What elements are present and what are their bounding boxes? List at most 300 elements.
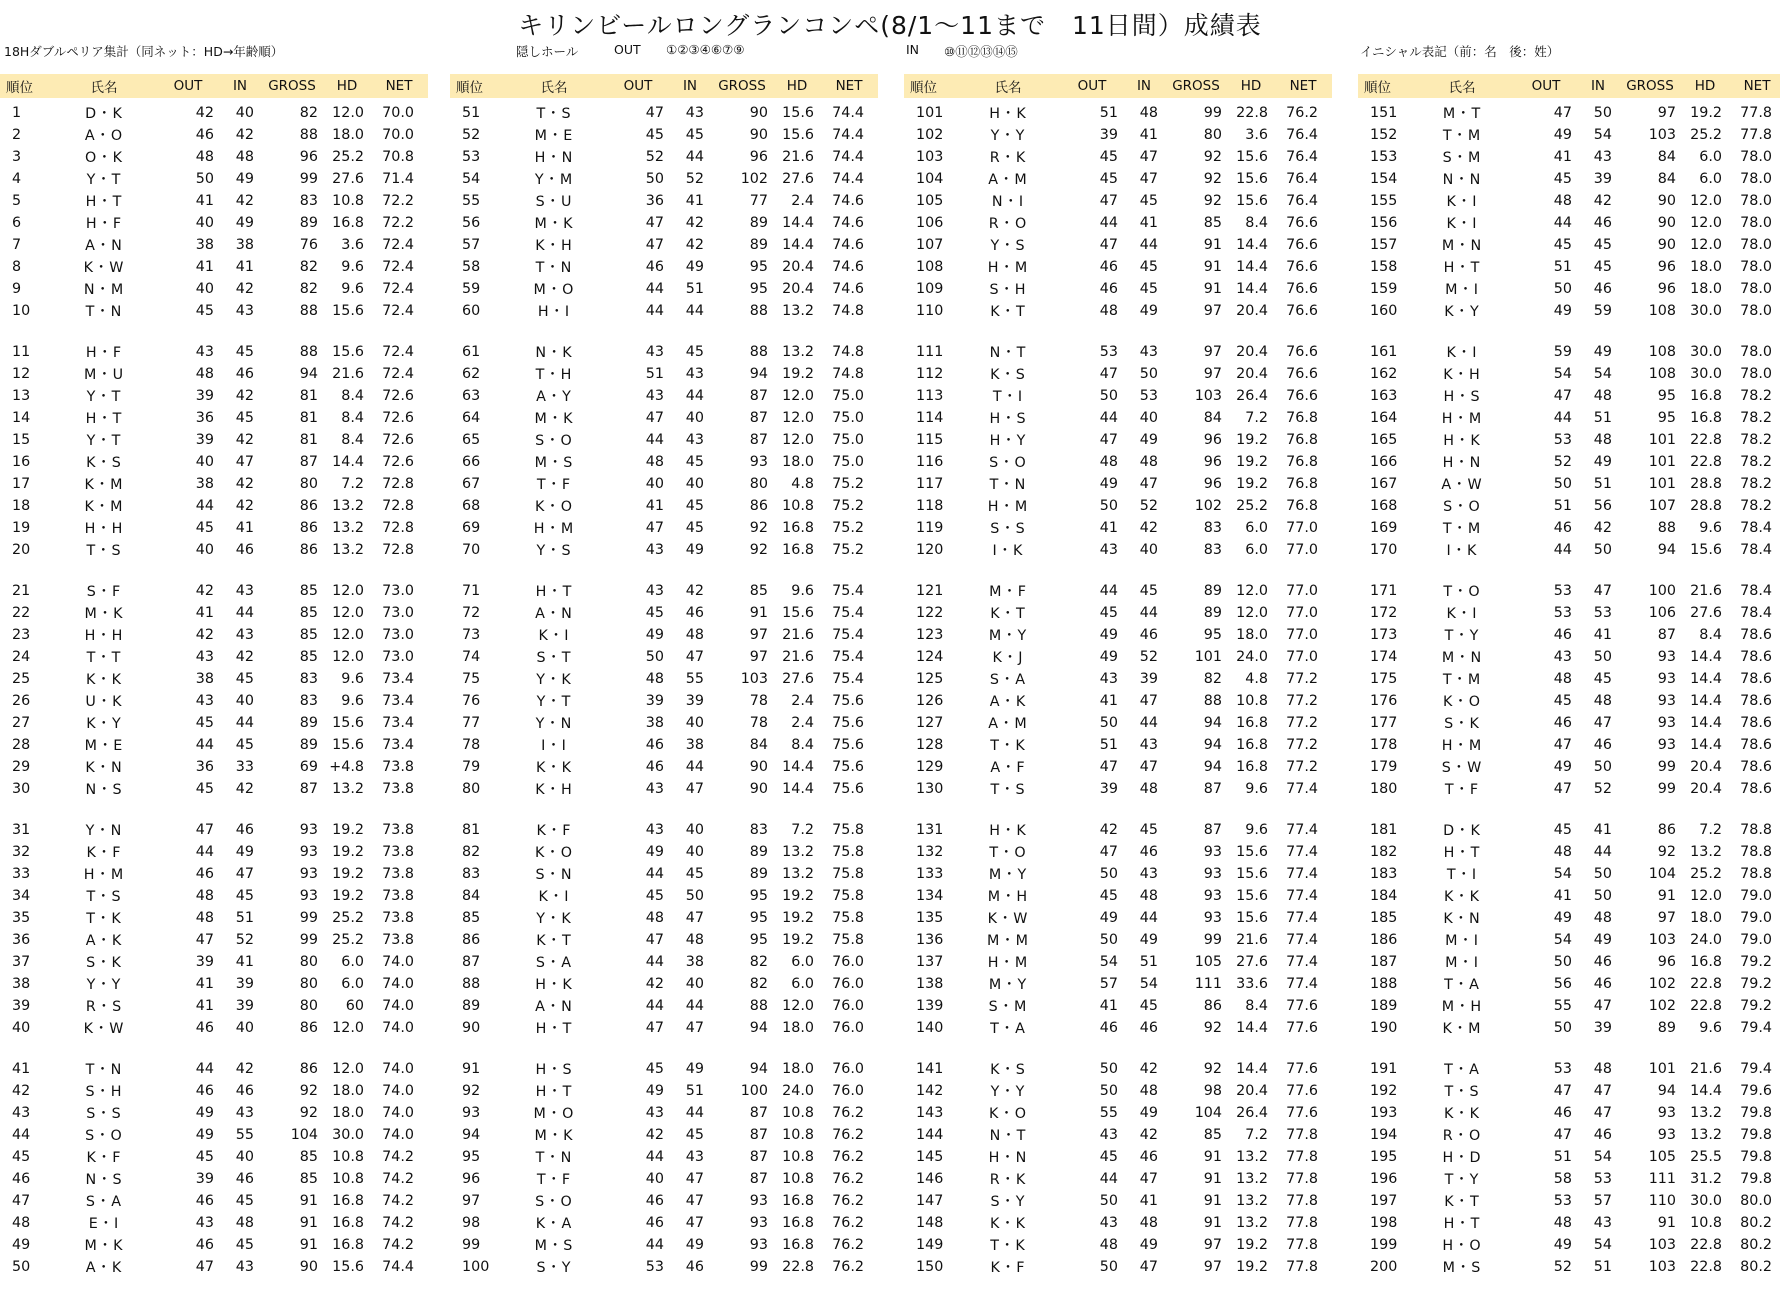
- gross-cell: 90: [749, 127, 768, 143]
- rank-cell: 148: [916, 1215, 944, 1231]
- name-cell: A・W: [1441, 477, 1483, 493]
- gross-cell: 84: [1657, 171, 1676, 187]
- out-cell: 42: [195, 627, 214, 643]
- name-cell: K・W: [83, 260, 125, 276]
- rank-cell: 55: [462, 193, 481, 209]
- results-table: [450, 74, 878, 1278]
- in-cell: 52: [1593, 781, 1612, 797]
- net-cell: 72.8: [382, 498, 414, 514]
- net-cell: 75.8: [832, 910, 864, 926]
- in-cell: 47: [1139, 1259, 1158, 1275]
- gross-cell: 93: [749, 1193, 768, 1209]
- net-cell: 79.6: [1740, 1083, 1772, 1099]
- row-group-gap: [1358, 322, 1780, 341]
- hidden-in-holes: ⑩⑪⑫⑬⑭⑮: [944, 44, 1018, 59]
- name-cell: M・I: [1445, 282, 1479, 298]
- net-cell: 78.6: [1740, 627, 1772, 643]
- gross-cell: 93: [1657, 1127, 1676, 1143]
- hd-cell: 12.0: [332, 649, 364, 665]
- table-row: [904, 300, 1332, 322]
- in-cell: 51: [1139, 954, 1158, 970]
- rank-cell: 161: [1370, 344, 1398, 360]
- rank-cell: 17: [12, 476, 31, 492]
- gross-cell: 94: [1657, 542, 1676, 558]
- hd-cell: 21.6: [1236, 932, 1268, 948]
- gross-cell: 83: [299, 193, 318, 209]
- rank-cell: 169: [1370, 520, 1398, 536]
- out-cell: 43: [645, 542, 664, 558]
- in-cell: 47: [1139, 171, 1158, 187]
- hd-cell: 12.0: [1690, 888, 1722, 904]
- in-cell: 42: [235, 388, 254, 404]
- name-cell: T・M: [1442, 672, 1482, 688]
- gross-cell: 101: [1194, 649, 1222, 665]
- hd-cell: 12.0: [782, 388, 814, 404]
- in-cell: 54: [1593, 366, 1612, 382]
- net-cell: 76.2: [832, 1149, 864, 1165]
- out-cell: 47: [1553, 1083, 1572, 1099]
- hd-cell: 2.4: [791, 715, 814, 731]
- rank-cell: 19: [12, 520, 31, 536]
- in-cell: 53: [1593, 605, 1612, 621]
- out-cell: 42: [195, 583, 214, 599]
- hd-cell: 16.8: [332, 1215, 364, 1231]
- in-cell: 40: [235, 1149, 254, 1165]
- net-cell: 80.2: [1740, 1215, 1772, 1231]
- table-row: [1358, 1168, 1780, 1190]
- out-cell: 49: [1553, 1237, 1572, 1253]
- net-cell: 74.2: [382, 1237, 414, 1253]
- rank-cell: 112: [916, 366, 944, 382]
- name-cell: K・S: [86, 455, 122, 471]
- hd-cell: 20.4: [1236, 366, 1268, 382]
- rank-cell: 142: [916, 1083, 944, 1099]
- name-cell: S・U: [535, 194, 573, 210]
- name-cell: T・A: [1444, 977, 1480, 993]
- table-row: [1358, 819, 1780, 841]
- name-cell: M・K: [534, 1128, 574, 1144]
- name-cell: T・I: [992, 389, 1024, 405]
- net-cell: 77.8: [1286, 1149, 1318, 1165]
- gross-cell: 90: [299, 1259, 318, 1275]
- rank-cell: 14: [12, 410, 31, 426]
- table-row: [1358, 539, 1780, 561]
- name-cell: H・Y: [989, 433, 1027, 449]
- hd-cell: 7.2: [1245, 1127, 1268, 1143]
- table-row: [0, 124, 428, 146]
- name-cell: R・O: [988, 216, 1028, 232]
- gross-cell: 89: [749, 215, 768, 231]
- net-cell: 77.4: [1286, 844, 1318, 860]
- rank-cell: 9: [12, 281, 22, 297]
- gross-cell: 97: [1657, 105, 1676, 121]
- in-cell: 45: [235, 671, 254, 687]
- column-header-hd: HD: [774, 74, 820, 98]
- hidden-out-label: OUT: [614, 42, 641, 57]
- rank-cell: 177: [1370, 715, 1398, 731]
- gross-cell: 93: [749, 1215, 768, 1231]
- hd-cell: 16.8: [782, 1193, 814, 1209]
- row-group-gap: [1358, 1039, 1780, 1058]
- net-cell: 78.2: [1740, 498, 1772, 514]
- hd-cell: 15.6: [1236, 171, 1268, 187]
- name-cell: S・O: [85, 1128, 123, 1144]
- net-cell: 77.2: [1286, 737, 1318, 753]
- out-cell: 47: [195, 1259, 214, 1275]
- hd-cell: 8.4: [1245, 215, 1268, 231]
- gross-cell: 93: [1203, 910, 1222, 926]
- gross-cell: 78: [749, 715, 768, 731]
- gross-cell: 69: [299, 759, 318, 775]
- table-row: [0, 907, 428, 929]
- table-row: [904, 819, 1332, 841]
- name-cell: T・K: [990, 1238, 1026, 1254]
- table-row: [1358, 1256, 1780, 1278]
- out-cell: 44: [645, 954, 664, 970]
- hd-cell: 14.4: [782, 215, 814, 231]
- name-cell: M・K: [84, 606, 124, 622]
- name-cell: S・Y: [536, 1260, 572, 1276]
- net-cell: 78.8: [1740, 844, 1772, 860]
- out-cell: 47: [1553, 737, 1572, 753]
- in-cell: 46: [1593, 281, 1612, 297]
- name-cell: H・S: [1443, 389, 1481, 405]
- gross-cell: 103: [1648, 1259, 1676, 1275]
- rank-cell: 23: [12, 627, 31, 643]
- name-cell: A・K: [85, 1260, 123, 1276]
- rank-cell: 127: [916, 715, 944, 731]
- name-cell: H・M: [987, 499, 1029, 515]
- row-group-gap: [1358, 800, 1780, 819]
- out-cell: 51: [645, 366, 664, 382]
- hd-cell: 7.2: [1699, 822, 1722, 838]
- hd-cell: 19.2: [782, 366, 814, 382]
- name-cell: M・H: [1441, 999, 1483, 1015]
- table-row: [450, 234, 878, 256]
- out-cell: 44: [195, 737, 214, 753]
- rank-cell: 152: [1370, 127, 1398, 143]
- in-cell: 40: [1139, 410, 1158, 426]
- rank-cell: 78: [462, 737, 481, 753]
- gross-cell: 85: [299, 1171, 318, 1187]
- hd-cell: 16.8: [1236, 759, 1268, 775]
- table-row: [0, 734, 428, 756]
- name-cell: M・N: [1441, 650, 1483, 666]
- name-cell: Y・Y: [86, 977, 122, 993]
- rank-cell: 126: [916, 693, 944, 709]
- in-cell: 43: [685, 1149, 704, 1165]
- in-cell: 49: [685, 259, 704, 275]
- hd-cell: 2.4: [791, 193, 814, 209]
- rank-cell: 107: [916, 237, 944, 253]
- results-table: [904, 74, 1332, 1278]
- rank-cell: 36: [12, 932, 31, 948]
- net-cell: 75.8: [832, 932, 864, 948]
- table-row: [0, 580, 428, 602]
- out-cell: 41: [1099, 998, 1118, 1014]
- out-cell: 50: [1099, 715, 1118, 731]
- rank-cell: 155: [1370, 193, 1398, 209]
- net-cell: 76.2: [832, 1215, 864, 1231]
- name-cell: H・S: [535, 1062, 573, 1078]
- gross-cell: 96: [1203, 476, 1222, 492]
- out-cell: 43: [1099, 542, 1118, 558]
- rank-cell: 85: [462, 910, 481, 926]
- rank-cell: 34: [12, 888, 31, 904]
- hd-cell: 14.4: [1236, 237, 1268, 253]
- table-row: [450, 863, 878, 885]
- net-cell: 74.2: [382, 1149, 414, 1165]
- net-cell: 75.6: [832, 715, 864, 731]
- name-cell: U・K: [85, 694, 123, 710]
- table-row: [904, 495, 1332, 517]
- name-cell: H・H: [84, 521, 124, 537]
- name-cell: A・N: [85, 238, 123, 254]
- name-cell: Y・M: [534, 172, 574, 188]
- gross-cell: 93: [299, 844, 318, 860]
- in-cell: 48: [1139, 454, 1158, 470]
- rank-cell: 70: [462, 542, 481, 558]
- net-cell: 76.6: [1286, 366, 1318, 382]
- name-cell: S・A: [535, 955, 573, 971]
- in-cell: 57: [1593, 1193, 1612, 1209]
- out-cell: 46: [1099, 281, 1118, 297]
- out-cell: 48: [1099, 303, 1118, 319]
- in-cell: 45: [685, 520, 704, 536]
- name-cell: S・O: [1443, 499, 1481, 515]
- in-cell: 49: [1593, 454, 1612, 470]
- out-cell: 53: [1553, 432, 1572, 448]
- in-cell: 41: [685, 193, 704, 209]
- in-cell: 48: [1593, 432, 1612, 448]
- results-table-block-1: [0, 74, 428, 1278]
- net-cell: 77.8: [1286, 1215, 1318, 1231]
- name-cell: D・K: [1443, 823, 1481, 839]
- rank-cell: 35: [12, 910, 31, 926]
- rank-cell: 92: [462, 1083, 481, 1099]
- in-cell: 44: [685, 303, 704, 319]
- in-cell: 45: [235, 1237, 254, 1253]
- out-cell: 45: [1099, 171, 1118, 187]
- out-cell: 45: [645, 127, 664, 143]
- table-row: [1358, 580, 1780, 602]
- hd-cell: 25.2: [1690, 127, 1722, 143]
- rank-cell: 81: [462, 822, 481, 838]
- net-cell: 77.6: [1286, 1105, 1318, 1121]
- gross-cell: 88: [749, 303, 768, 319]
- table-row: [0, 407, 428, 429]
- hd-cell: 16.8: [332, 1237, 364, 1253]
- rank-cell: 170: [1370, 542, 1398, 558]
- in-cell: 44: [685, 149, 704, 165]
- rank-cell: 197: [1370, 1193, 1398, 1209]
- out-cell: 53: [1553, 1061, 1572, 1077]
- net-cell: 78.8: [1740, 822, 1772, 838]
- in-cell: 41: [235, 259, 254, 275]
- table-header-row: [0, 74, 428, 98]
- out-cell: 50: [1099, 498, 1118, 514]
- name-cell: M・I: [1445, 955, 1479, 971]
- rank-cell: 182: [1370, 844, 1398, 860]
- out-cell: 48: [195, 888, 214, 904]
- out-cell: 46: [645, 1215, 664, 1231]
- name-cell: M・T: [1442, 106, 1482, 122]
- gross-cell: 93: [1657, 671, 1676, 687]
- in-cell: 44: [685, 759, 704, 775]
- out-cell: 53: [1099, 344, 1118, 360]
- gross-cell: 104: [1648, 866, 1676, 882]
- table-row: [0, 624, 428, 646]
- out-cell: 38: [645, 715, 664, 731]
- out-cell: 50: [195, 171, 214, 187]
- name-cell: A・Y: [536, 389, 572, 405]
- out-cell: 39: [195, 1171, 214, 1187]
- in-cell: 54: [1139, 976, 1158, 992]
- out-cell: 41: [1099, 520, 1118, 536]
- table-row: [0, 212, 428, 234]
- gross-cell: 90: [1657, 193, 1676, 209]
- out-cell: 52: [645, 149, 664, 165]
- name-cell: S・S: [990, 521, 1026, 537]
- in-cell: 45: [1139, 259, 1158, 275]
- row-group-gap: [450, 1039, 878, 1058]
- rank-cell: 94: [462, 1127, 481, 1143]
- gross-cell: 100: [740, 1083, 768, 1099]
- in-cell: 52: [1139, 498, 1158, 514]
- hd-cell: 9.6: [791, 583, 814, 599]
- name-cell: K・F: [990, 1260, 1026, 1276]
- net-cell: 79.0: [1740, 888, 1772, 904]
- net-cell: 77.4: [1286, 954, 1318, 970]
- table-row: [1358, 1146, 1780, 1168]
- table-row: [450, 778, 878, 800]
- out-cell: 42: [645, 1127, 664, 1143]
- rank-cell: 136: [916, 932, 944, 948]
- in-cell: 47: [235, 866, 254, 882]
- in-cell: 46: [235, 542, 254, 558]
- rank-cell: 48: [12, 1215, 31, 1231]
- name-cell: S・O: [535, 1194, 573, 1210]
- net-cell: 70.0: [382, 105, 414, 121]
- in-cell: 45: [1139, 998, 1158, 1014]
- out-cell: 54: [1099, 954, 1118, 970]
- in-cell: 41: [1593, 627, 1612, 643]
- net-cell: 77.8: [1740, 105, 1772, 121]
- table-row: [450, 819, 878, 841]
- gross-cell: 81: [299, 410, 318, 426]
- table-row: [450, 495, 878, 517]
- net-cell: 78.0: [1740, 149, 1772, 165]
- hd-cell: 27.6: [782, 171, 814, 187]
- net-cell: 76.0: [832, 998, 864, 1014]
- hd-cell: 6.0: [1699, 171, 1722, 187]
- hd-cell: +4.8: [329, 759, 364, 775]
- out-cell: 46: [645, 737, 664, 753]
- out-cell: 48: [195, 366, 214, 382]
- hd-cell: 25.2: [332, 932, 364, 948]
- in-cell: 49: [235, 844, 254, 860]
- gross-cell: 94: [1657, 1083, 1676, 1099]
- out-cell: 40: [195, 281, 214, 297]
- in-cell: 43: [235, 303, 254, 319]
- rank-cell: 61: [462, 344, 481, 360]
- table-header-row: [450, 74, 878, 98]
- hd-cell: 10.8: [782, 498, 814, 514]
- hd-cell: 10.8: [782, 1149, 814, 1165]
- gross-cell: 97: [749, 649, 768, 665]
- out-cell: 42: [645, 976, 664, 992]
- out-cell: 49: [1553, 127, 1572, 143]
- table-row: [450, 951, 878, 973]
- name-cell: M・S: [534, 1238, 574, 1254]
- out-cell: 44: [1099, 410, 1118, 426]
- hd-cell: 13.2: [332, 542, 364, 558]
- gross-cell: 76: [299, 237, 318, 253]
- rank-cell: 109: [916, 281, 944, 297]
- net-cell: 77.4: [1286, 822, 1318, 838]
- gross-cell: 84: [1657, 149, 1676, 165]
- name-cell: T・N: [989, 477, 1027, 493]
- table-row: [450, 212, 878, 234]
- hd-cell: 19.2: [332, 888, 364, 904]
- hd-cell: 3.6: [1245, 127, 1268, 143]
- table-row: [450, 300, 878, 322]
- gross-cell: 93: [1657, 715, 1676, 731]
- out-cell: 48: [195, 910, 214, 926]
- rank-cell: 165: [1370, 432, 1398, 448]
- table-row: [904, 602, 1332, 624]
- gross-cell: 91: [1203, 1215, 1222, 1231]
- name-cell: H・T: [1443, 260, 1481, 276]
- table-row: [904, 451, 1332, 473]
- net-cell: 77.4: [1286, 888, 1318, 904]
- out-cell: 43: [645, 1105, 664, 1121]
- hd-cell: 14.4: [1236, 1061, 1268, 1077]
- gross-cell: 91: [1657, 888, 1676, 904]
- hd-cell: 9.6: [1699, 1020, 1722, 1036]
- gross-cell: 99: [1657, 759, 1676, 775]
- rank-cell: 79: [462, 759, 481, 775]
- gross-cell: 104: [1194, 1105, 1222, 1121]
- hd-cell: 16.8: [782, 542, 814, 558]
- rank-cell: 73: [462, 627, 481, 643]
- net-cell: 74.0: [382, 1083, 414, 1099]
- out-cell: 44: [1099, 215, 1118, 231]
- name-cell: K・K: [85, 672, 123, 688]
- net-cell: 80.2: [1740, 1259, 1772, 1275]
- table-row: [450, 124, 878, 146]
- net-cell: 77.0: [1286, 520, 1318, 536]
- table-row: [904, 1256, 1332, 1278]
- name-cell: Y・S: [990, 238, 1026, 254]
- hd-cell: 22.8: [1236, 105, 1268, 121]
- hd-cell: 18.0: [1690, 259, 1722, 275]
- name-cell: M・N: [1441, 238, 1483, 254]
- rank-cell: 103: [916, 149, 944, 165]
- out-cell: 44: [195, 1061, 214, 1077]
- hd-cell: 14.4: [1690, 737, 1722, 753]
- name-cell: K・T: [536, 933, 572, 949]
- gross-cell: 91: [1203, 1149, 1222, 1165]
- net-cell: 78.2: [1740, 476, 1772, 492]
- out-cell: 48: [1099, 1237, 1118, 1253]
- in-cell: 50: [1593, 542, 1612, 558]
- gross-cell: 92: [1203, 149, 1222, 165]
- net-cell: 70.0: [382, 127, 414, 143]
- hd-cell: 30.0: [1690, 303, 1722, 319]
- table-row: [1358, 256, 1780, 278]
- gross-cell: 101: [1648, 454, 1676, 470]
